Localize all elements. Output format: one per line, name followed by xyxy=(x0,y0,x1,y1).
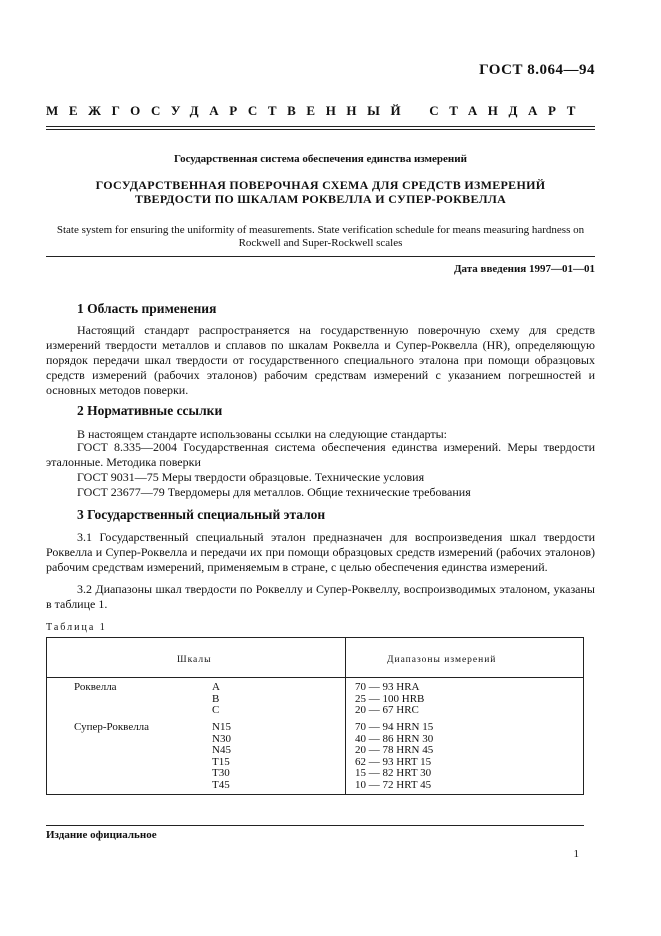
table-header-divider xyxy=(47,677,583,678)
table-scale: C xyxy=(212,704,220,716)
header-rule-top xyxy=(46,126,595,127)
table-range: 20 — 78 HRN 45 xyxy=(355,744,434,756)
section-3-paragraph-2: 3.2 Диапазоны шкал твердости по Роквеллу и Супер-Роквеллу, воспроизводимых эталоном, указаны в таблице 1. xyxy=(46,582,595,611)
interstate-standard-banner xyxy=(46,103,595,119)
section-2-heading: 2 Нормативные ссылки xyxy=(77,403,223,418)
table-group-name: Роквелла xyxy=(74,681,117,693)
footer-rule xyxy=(46,825,584,826)
main-title xyxy=(46,178,595,206)
edition-note: Издание официальное xyxy=(46,829,157,841)
banner-word-interstate: МЕЖГОСУДАРСТВЕННЫЙ xyxy=(46,103,412,118)
table-scale: N30 xyxy=(212,732,231,745)
table-group-name: Супер-Роквелла xyxy=(74,721,150,733)
table-range: 62 — 93 HRT 15 xyxy=(355,755,432,768)
section-3-heading: 3 Государственный специальный эталон xyxy=(77,507,326,522)
table-range: 20 — 67 HRC xyxy=(355,704,419,716)
table-range: 15 — 82 HRT 30 xyxy=(355,767,432,779)
main-title-line-1: ГОСУДАРСТВЕННАЯ ПОВЕРОЧНАЯ СХЕМА ДЛЯ СРЕДСТВ ИЗМЕРЕНИЙ xyxy=(95,178,546,192)
document-number: ГОСТ 8.064—94 xyxy=(479,62,595,78)
table-header-ranges: Диапазоны измерений xyxy=(387,655,497,665)
table-range: 70 — 94 HRN 15 xyxy=(355,721,434,733)
introduction-date: Дата введения 1997—01—01 xyxy=(453,263,595,275)
section-1-heading: 1 Область применения xyxy=(77,301,217,316)
english-title: State system for ensuring the uniformity of measurements. State verification schedule for means measuring hardness on Rockwell and Super-Rockwell scales xyxy=(56,224,585,249)
table-scale-list xyxy=(212,682,220,717)
banner-word-standard: СТАНДАРТ xyxy=(429,103,587,118)
system-title: Государственная система обеспечения единства измерений xyxy=(174,153,467,165)
table-column-divider xyxy=(345,638,346,794)
table-scale: N15 xyxy=(212,721,231,733)
section-1-text: Настоящий стандарт распространяется на государственную поверочную схему для средств измерений твердости металлов и сплавов по шкалам Роквелла и Супер-Роквелла (HR), определяющую порядок передачи шкал твердости от государственного специального эталона при помощи образцовых средств измерений (рабочих эталонов) рабочим средствам измерений с указанием погрешностей и основных методов поверки. xyxy=(46,323,595,397)
table-scale: T30 xyxy=(212,767,230,779)
reference-item: ГОСТ 9031—75 Меры твердости образцовые. Технические условия xyxy=(77,470,425,484)
table-scale-list xyxy=(212,722,231,791)
table-range: 25 — 100 HRB xyxy=(355,692,425,705)
page-number: 1 xyxy=(573,848,579,860)
table-range: 70 — 93 HRA xyxy=(355,681,420,693)
table-range: 40 — 86 HRN 30 xyxy=(355,732,434,745)
table-range-list xyxy=(355,722,433,791)
scales-table xyxy=(46,637,584,795)
section-2-intro: В настоящем стандарте использованы ссылки на следующие стандарты: xyxy=(77,427,448,441)
date-rule xyxy=(46,256,595,257)
table-range: 10 — 72 HRT 45 xyxy=(355,778,432,791)
table-caption: Таблица 1 xyxy=(46,622,107,633)
reference-item: ГОСТ 23677—79 Твердомеры для металлов. Общие технические требования xyxy=(77,485,471,499)
section-3-paragraph-1: 3.1 Государственный специальный эталон предназначен для воспроизведения шкал твердости Роквелла и Супер-Роквелла и передачи их при помощи образцовых средств измерений (рабочих эталонов) рабочим средствам измерений, применяемым в стране, с целью обеспечения единства измерений. xyxy=(46,530,595,574)
header-rule-bottom xyxy=(46,129,595,130)
table-scale: T15 xyxy=(212,755,230,768)
table-scale: N45 xyxy=(212,744,231,756)
table-range-list xyxy=(355,682,424,717)
reference-list xyxy=(46,440,595,500)
table-scale: B xyxy=(212,692,220,705)
main-title-line-2: ТВЕРДОСТИ ПО ШКАЛАМ РОКВЕЛЛА И СУПЕР-РОКВЕЛЛА xyxy=(134,192,507,206)
table-scale: A xyxy=(212,681,220,693)
table-scale: T45 xyxy=(212,778,230,791)
reference-item: ГОСТ 8.335—2004 Государственная система обеспечения единства измерений. Меры твердости эталонные. Методика поверки xyxy=(46,440,595,469)
table-header-scales: Шкалы xyxy=(177,655,212,665)
